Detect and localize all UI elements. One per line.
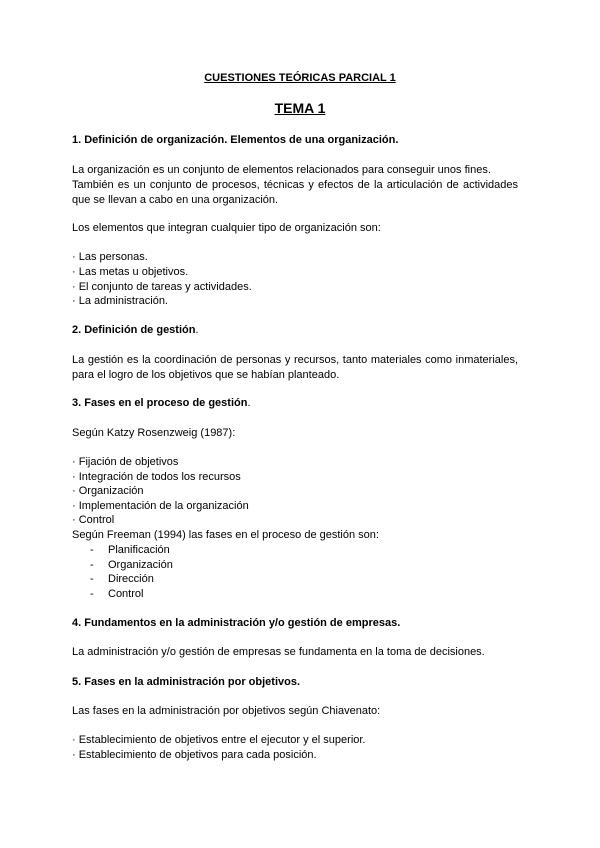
dash-list-item: Organización <box>108 559 173 571</box>
heading-1: 1. Definición de organización. Elementos de una organización. <box>72 134 399 146</box>
heading-period: . <box>195 324 199 336</box>
heading-3 <box>72 397 251 409</box>
dash-bullet: - <box>90 573 94 585</box>
heading-2 <box>72 324 199 336</box>
heading-text: 2. Definición de gestión <box>72 324 196 336</box>
list-item: · Organización <box>72 485 144 497</box>
paragraph-definition-organization <box>72 163 518 208</box>
heading-4: 4. Fundamentos en la administración y/o gestión de empresas. <box>72 617 401 629</box>
paragraph-line: para el logro de los objetivos que se habían planteado. <box>72 369 340 381</box>
paragraph-definition-management <box>72 353 518 383</box>
dash-list-item: Dirección <box>108 573 154 585</box>
document-title: CUESTIONES TEÓRICAS PARCIAL 1 <box>204 72 396 84</box>
list-item: · Las metas u objetivos. <box>72 266 189 278</box>
list-item: · El conjunto de tareas y actividades. <box>72 281 252 293</box>
dash-bullet: - <box>90 544 94 556</box>
paragraph-katz: Según Katzy Rosenzweig (1987): <box>72 427 236 439</box>
list-item: · Control <box>72 514 115 526</box>
paragraph-freeman: Según Freeman (1994) las fases en el proceso de gestión son: <box>72 529 379 541</box>
paragraph-line: que se llevan a cabo en una organización. <box>72 194 279 206</box>
list-item: · Establecimiento de objetivos entre el ejecutor y el superior. <box>72 734 366 746</box>
paragraph-line: También es un conjunto de procesos, técnicas y efectos de la articulación de actividades <box>72 179 518 191</box>
list-item: · La administración. <box>72 295 168 307</box>
list-item: · Fijación de objetivos <box>72 456 179 468</box>
section-title: TEMA 1 <box>274 100 326 116</box>
paragraph-fundamentals: La administración y/o gestión de empresas se fundamenta en la toma de decisiones. <box>72 646 485 658</box>
paragraph-line: La organización es un conjunto de elementos relacionados para conseguir unos fines. <box>72 164 491 176</box>
heading-text: 3. Fases en el proceso de gestión <box>72 397 248 409</box>
paragraph-elements-intro: Los elementos que integran cualquier tipo de organización son: <box>72 222 381 234</box>
dash-list-item: Control <box>108 588 144 600</box>
dash-bullet: - <box>90 559 94 571</box>
list-item: · Establecimiento de objetivos para cada posición. <box>72 749 317 761</box>
paragraph-chiavenato: Las fases en la administración por objetivos según Chiavenato: <box>72 705 381 717</box>
dash-bullet: - <box>90 588 94 600</box>
dash-list-item: Planificación <box>108 544 170 556</box>
list-item: · Las personas. <box>72 251 148 263</box>
list-item: · Integración de todos los recursos <box>72 471 241 483</box>
heading-period: . <box>247 397 251 409</box>
list-item: · Implementación de la organización <box>72 500 249 512</box>
heading-5: 5. Fases en la administración por objetivos. <box>72 676 301 688</box>
paragraph-line: La gestión es la coordinación de personas y recursos, tanto materiales como inmateriales, <box>72 354 518 366</box>
